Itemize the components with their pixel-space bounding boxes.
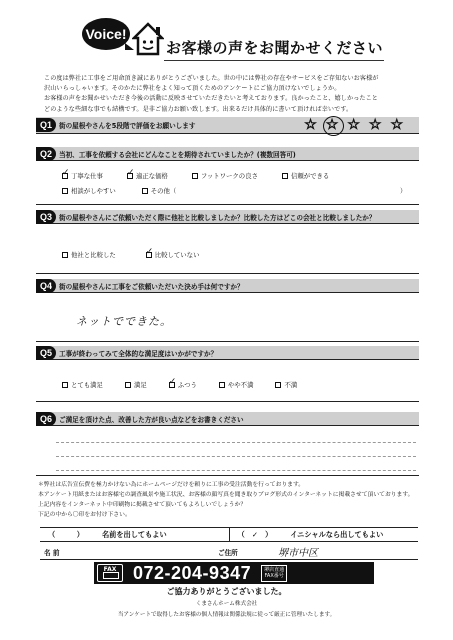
question-6-header xyxy=(36,412,419,426)
question-2 xyxy=(36,147,419,205)
option-label: 適正な価格 xyxy=(135,172,168,180)
checkbox[interactable] xyxy=(219,382,225,388)
question-4-header xyxy=(36,279,419,293)
question-4-tag: Q4 xyxy=(36,279,56,293)
name-label: 名 前 xyxy=(44,548,60,557)
company-name: くまさんホーム株式会社 xyxy=(195,601,258,607)
address-label: ご住所 xyxy=(218,548,238,557)
option-other[interactable] xyxy=(142,186,177,195)
option-label: 信頼ができる xyxy=(290,172,330,180)
checkbox[interactable] xyxy=(62,382,68,388)
option-label: 満足 xyxy=(133,381,147,389)
option-satisfied[interactable] xyxy=(125,380,147,389)
intro-text xyxy=(44,74,424,115)
question-2-tag: Q2 xyxy=(36,147,56,161)
question-1-text: 街の屋根やさんを5段階で評価をお願いします xyxy=(59,122,196,130)
publication-notes xyxy=(38,480,428,520)
publication-consent xyxy=(40,527,418,542)
answer-line[interactable] xyxy=(56,456,416,457)
question-5 xyxy=(36,346,419,402)
option-not-compared[interactable] xyxy=(146,250,200,259)
checkbox-checked[interactable] xyxy=(62,173,68,179)
answer-line[interactable] xyxy=(56,442,416,443)
option-footwork[interactable] xyxy=(192,171,258,180)
question-3 xyxy=(36,210,419,274)
thanks-message: ご協力ありがとうございました。 xyxy=(166,587,287,596)
option-easy-consult[interactable] xyxy=(62,186,116,195)
question-6-text: ご満足を頂けた点、改善した方が良い点などをお書きください xyxy=(59,415,244,424)
star-5[interactable]: ☆ xyxy=(390,117,403,133)
question-4-text: 街の屋根やさんに工事をご依頼いただいた決め手は何ですか？ xyxy=(59,282,244,291)
question-4 xyxy=(36,279,419,342)
option-dissatisfied[interactable] xyxy=(275,380,297,389)
consent-label: 名前を出してもよい xyxy=(101,529,167,539)
footer xyxy=(0,586,453,618)
checkbox[interactable] xyxy=(62,252,68,258)
fax-badge-line: FAX番号 xyxy=(264,573,284,579)
name-field[interactable] xyxy=(74,544,214,559)
checkbox[interactable] xyxy=(62,188,68,194)
option-label: ふつう xyxy=(177,381,197,389)
option-label: 不満 xyxy=(284,381,298,389)
question-5-text: 工事が終わってみて全体的な満足度はいかがですか？ xyxy=(59,349,218,358)
note-line: 本アンケート用紙またはお客様宅の調査風景や施工状況、お客様の顔写真を聞き取りブログ形式のインターネットに掲載させて頂いております。 xyxy=(38,492,414,498)
option-label: フットワークの良さ xyxy=(200,172,258,180)
consent-mark[interactable]: （ ✓ ） xyxy=(237,529,273,539)
note-line: 上記内容をインターネット中印刷物に掲載させて頂いてもよろしいでしょうか？ xyxy=(38,502,247,508)
option-label: やや不満 xyxy=(227,381,254,389)
fax-number[interactable]: 072-204-9347 xyxy=(133,562,252,583)
option-somewhat-dissatisfied[interactable] xyxy=(219,380,254,389)
option-trust[interactable] xyxy=(282,171,329,180)
checkbox[interactable] xyxy=(192,173,198,179)
checkbox-checked[interactable] xyxy=(146,252,152,258)
question-1-tag: Q1 xyxy=(36,118,56,132)
consent-mark[interactable]: （ ） xyxy=(48,529,84,539)
rating-stars[interactable] xyxy=(304,118,403,132)
fax-icon: FAX xyxy=(97,564,123,582)
fax-banner xyxy=(94,562,374,584)
consent-name-ok[interactable] xyxy=(40,527,230,542)
intro-line: この度は弊社に工事をご用命頂き誠にありがとうございました。世の中には弊社の存在やサービスをご存知ないお客様が xyxy=(44,75,379,82)
option-label: 他社と比較した xyxy=(71,251,116,259)
option-label: 比較していない xyxy=(154,251,200,259)
question-2-header xyxy=(36,147,419,161)
question-2-text: 当初、工事を依頼する会社にどんなことを期待されていましたか？(複数回答可) xyxy=(59,150,296,159)
question-5-options xyxy=(62,380,297,389)
page-title: お客様の声をお聞かせください xyxy=(166,39,384,57)
address-value: 堺市中区 xyxy=(278,548,318,559)
question-3-tag: Q3 xyxy=(36,210,56,224)
question-3-options xyxy=(62,250,199,259)
note-line: 下記の中から〇印をお付け下さい。 xyxy=(38,512,131,518)
question-2-options-row1 xyxy=(62,171,329,180)
question-5-tag: Q5 xyxy=(36,346,56,360)
checkbox-checked[interactable] xyxy=(127,173,133,179)
option-normal[interactable] xyxy=(169,380,197,389)
question-1 xyxy=(36,117,419,134)
header xyxy=(0,0,453,70)
intro-line: お客様の声をお聞かせいただき今後の活動に反映させていただきたいと考えております。良かったこと、嬉しかったこと xyxy=(44,95,378,103)
question-3-text: 街の屋根やさんにご依頼いただく際に他社と比較しましたか？比較した方はどこの会社と比較しましたか？ xyxy=(59,213,376,222)
checkbox[interactable] xyxy=(125,382,131,388)
checkbox[interactable] xyxy=(275,382,281,388)
star-4[interactable]: ☆ xyxy=(368,117,382,133)
voice-badge: Voice! xyxy=(82,18,130,50)
option-fair-price[interactable] xyxy=(127,171,168,180)
intro-line: 沢山いらっしゃいます。そのかたに弊社をよく知って頂くためのアンケートにご協力頂けないでしょうか。 xyxy=(44,85,341,93)
checkbox-checked[interactable] xyxy=(169,382,175,388)
star-3[interactable]: ☆ xyxy=(347,117,360,133)
title-underline xyxy=(164,60,384,61)
star-2-selected[interactable]: ☆ xyxy=(325,117,339,133)
house-icon xyxy=(132,22,164,56)
answer-line[interactable] xyxy=(56,470,416,471)
consent-label: イニシャルなら出してもよい xyxy=(290,529,384,539)
question-4-answer[interactable]: ネットでできた。 xyxy=(76,315,172,328)
privacy-note: 当アンケートで取得したお客様の個人情報は関係法規に従って厳正に管理いたします。 xyxy=(117,612,336,618)
question-6-tag: Q6 xyxy=(36,412,56,426)
fax-badge xyxy=(261,565,287,582)
other-close-paren: ） xyxy=(400,187,407,195)
option-label: その他（ xyxy=(150,187,177,195)
star-1[interactable]: ☆ xyxy=(304,117,317,133)
note-line: ＊弊社は広告宣伝費を極力かけない為にホームページだけを頼りに工事の受注活動を行っております。 xyxy=(38,482,305,488)
option-label: 相談がしやすい xyxy=(71,187,116,195)
option-label: 丁寧な仕事 xyxy=(71,172,103,180)
question-3-header xyxy=(36,210,419,224)
question-2-options-row2 xyxy=(62,186,176,195)
option-label: とても満足 xyxy=(71,381,103,389)
checkbox[interactable] xyxy=(282,173,288,179)
intro-line: どのような些細な事でも結構です。是非ご協力お願い致します。出来るだけ具体的に書いて頂ければ幸いです。 xyxy=(44,105,353,113)
question-5-header xyxy=(36,346,419,360)
fax-badge-line: 堺店直通 xyxy=(264,566,285,573)
consent-initial-ok[interactable] xyxy=(230,527,419,542)
question-6 xyxy=(36,412,419,476)
option-polite-work[interactable] xyxy=(62,171,103,180)
address-field[interactable] xyxy=(254,544,418,559)
question-1-header xyxy=(36,118,195,132)
contact-row xyxy=(40,544,418,560)
option-compared[interactable] xyxy=(62,250,116,259)
checkbox[interactable] xyxy=(142,188,148,194)
option-very-satisfied[interactable] xyxy=(62,380,103,389)
